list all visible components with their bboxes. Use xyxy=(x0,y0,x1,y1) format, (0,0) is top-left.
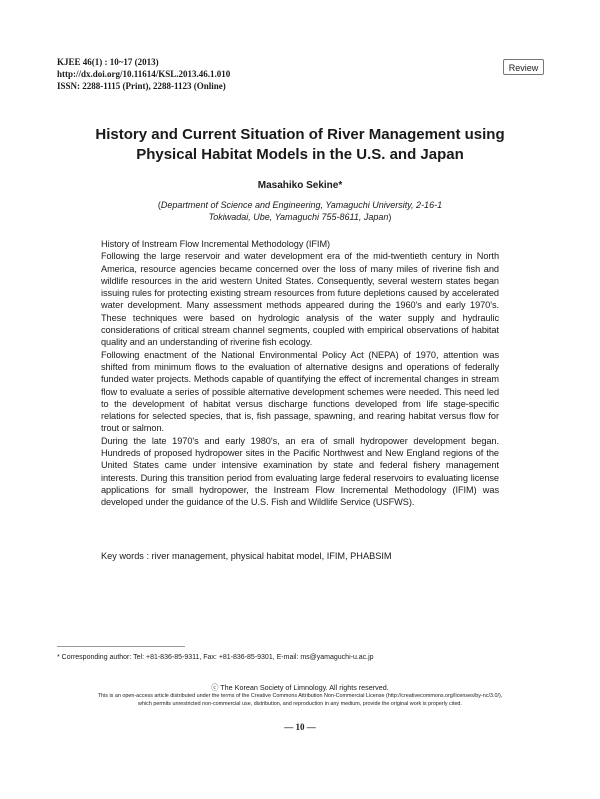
journal-header xyxy=(57,56,230,92)
copyright-notice: ⓒ The Korean Society of Limnology. All rights reserved. xyxy=(211,683,389,692)
abstract-paragraph-1: Following the large reservoir and water development era of the mid-twentieth century in North America, resource agencies became concerned over the loss of many miles of riverine fish and wildlife resources in the arid western United States. Consequently, several western states began issuing rules for protecting existing stream resources from future depletions caused by accelerated water development. Many assessment methods appeared during the 1960's and early 1970's. These techniques were based on hydrologic analysis of the water supply and hydraulic considerations of critical stream channel segments, coupled with empirical observations of habitat quality and an understanding of riverine fish ecology. xyxy=(101,251,499,348)
title-line-2: Physical Habitat Models in the U.S. and Japan xyxy=(136,146,464,163)
abstract xyxy=(101,238,499,509)
journal-citation: KJEE 46(1) : 10~17 (2013) xyxy=(57,57,159,67)
title-line-1: History and Current Situation of River Management using xyxy=(95,126,505,143)
corresponding-author-footnote: * Corresponding author: Tel: +81-836-85-9311, Fax: +81-836-85-9301, E-mail: ms@yamaguchi-u.ac.jp xyxy=(57,654,374,661)
license-line-1: This is an open-access article distributed under the terms of the Creative Commons Attribution Non-Commercial License (http://creativecommons.org/licenses/by-nc/3.0/), xyxy=(97,693,503,699)
page-number: — 10 — xyxy=(284,722,316,732)
paper-title xyxy=(60,125,540,165)
affiliation-text-1: Department of Science and Engineering, Yamaguchi University, 2-16-1 xyxy=(160,200,443,210)
abstract-paragraph-3: During the late 1970's and early 1980's, an era of small hydropower development began. Hundreds of proposed hydropower sites in the Pacific Northwest and New England regions of the United States came under intensive examination by state and federal fishery management interests. During this transition period from evaluating large federal reservoirs to evaluating license applications for small hydropower, the Instream Flow Incremental Methodology (IFIM) was developed under the guidance of the U.S. Fish and Wildlife Service (USFWS). xyxy=(101,435,499,508)
affiliation xyxy=(60,199,540,223)
license-notice xyxy=(20,693,580,708)
author-name: Masahiko Sekine* xyxy=(257,180,343,191)
affiliation-line-2 xyxy=(60,211,540,223)
keywords: Key words : river management, physical habitat model, IFIM, PHABSIM xyxy=(101,551,392,561)
review-badge: Review xyxy=(503,59,544,75)
affiliation-line-1 xyxy=(60,199,540,211)
abstract-paragraph-2: Following enactment of the National Environmental Policy Act (NEPA) of 1970, attention was shifted from minimum flows to the evaluation of alternative designs and operations of federally funded water projects. Methods capable of quantifying the effect of incremental changes in stream flow to evaluate a series of possible alternative development schemes were needed. This need led to the development of habitat versus discharge functions developed from life stage-specific relations for selected species, that is, fish passage, spawning, and rearing habitat versus flow for trout or salmon. xyxy=(101,349,499,434)
affiliation-text-2: Tokiwadai, Ube, Yamaguchi 755-8611, Japan xyxy=(208,212,389,222)
affiliation-open-paren: ( xyxy=(157,200,161,210)
doi-link[interactable]: http://dx.doi.org/10.11614/KSL.2013.46.1.010 xyxy=(57,69,231,79)
affiliation-close-paren: ) xyxy=(388,212,392,222)
license-line-2: which permits unrestricted non-commercial use, distribution, and reproduction in any medium, provide the original work is properly cited. xyxy=(138,700,462,707)
footnote-divider xyxy=(57,646,185,647)
abstract-heading: History of Instream Flow Incremental Methodology (IFIM) xyxy=(101,239,331,249)
issn-line: ISSN: 2288-1115 (Print), 2288-1123 (Online) xyxy=(57,81,226,91)
